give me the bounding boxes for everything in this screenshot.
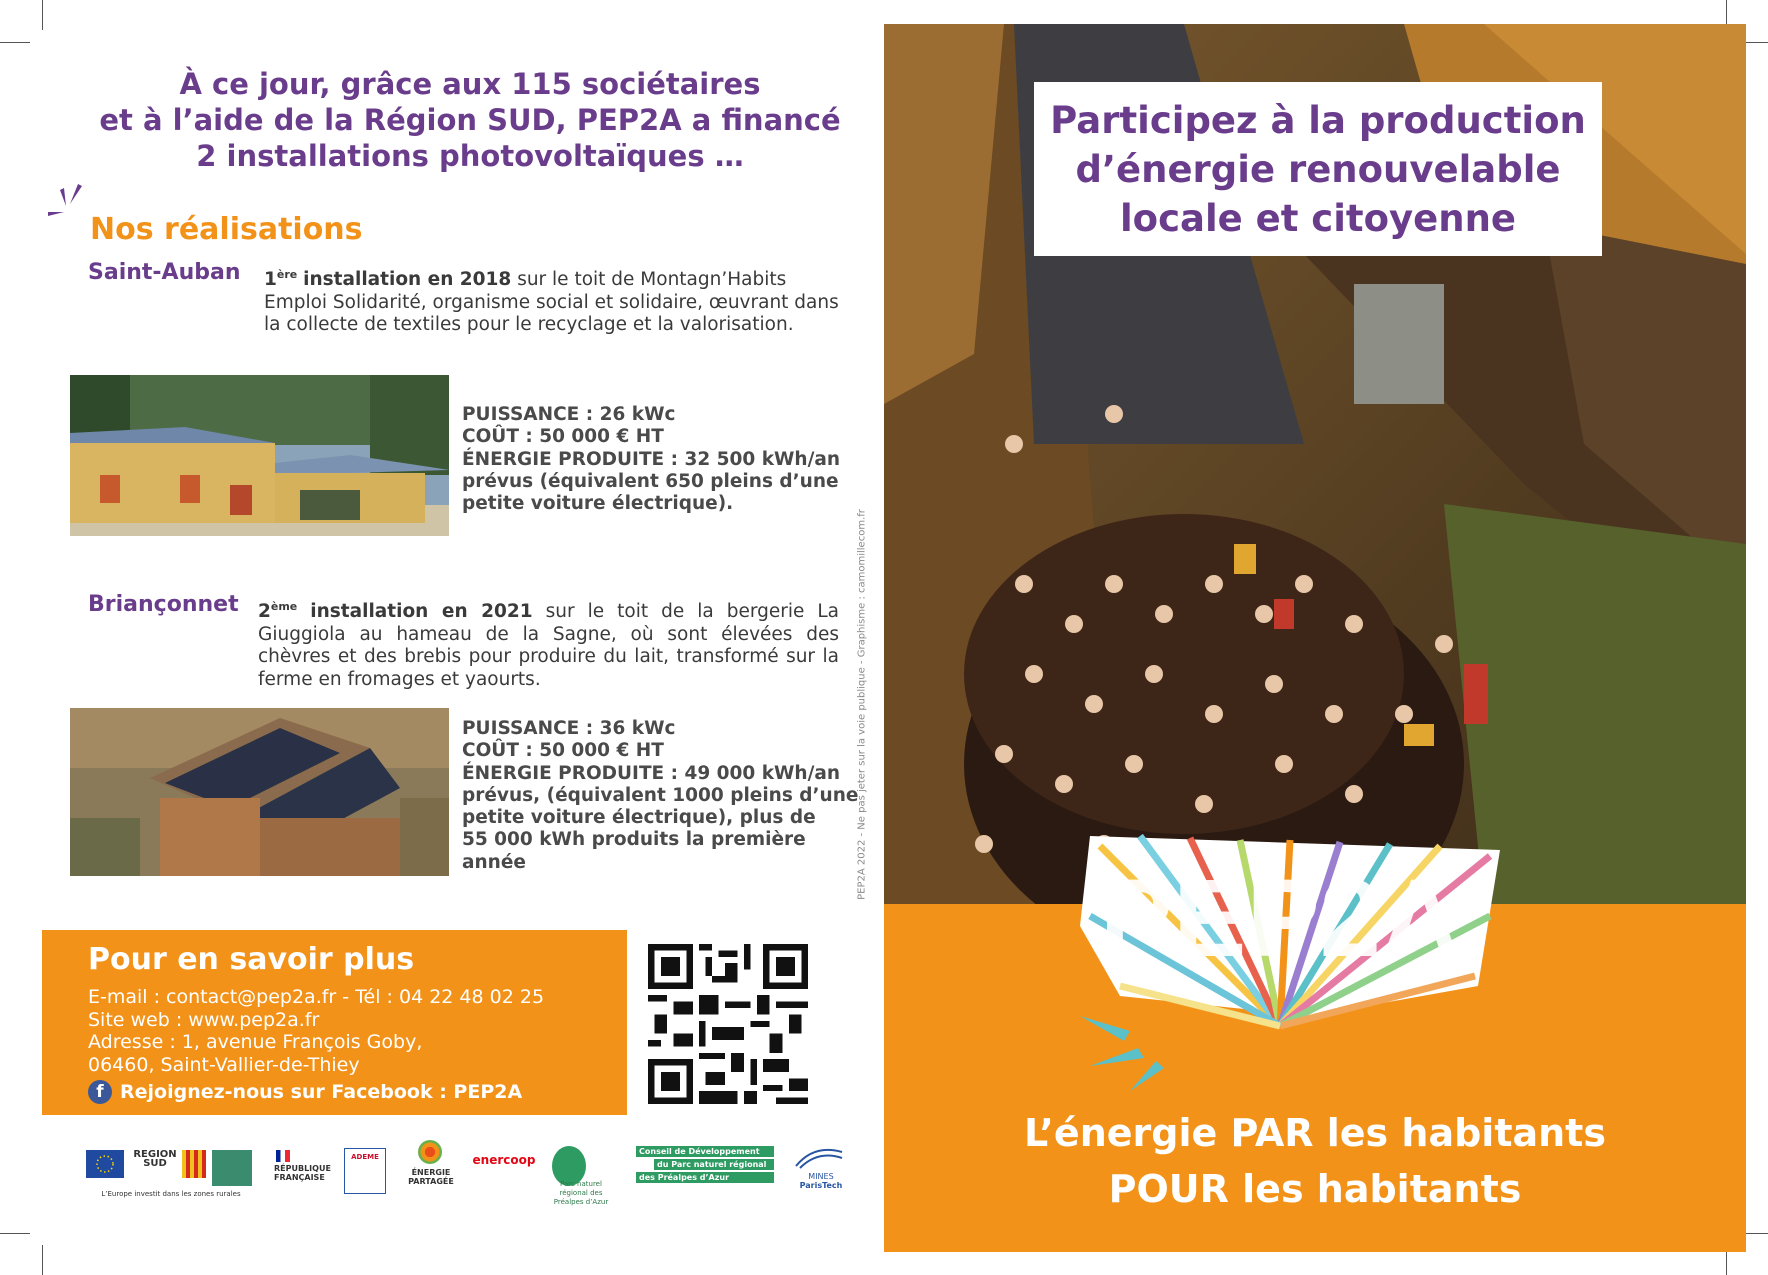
energie-partagee-logo: ÉNERGIE PARTAGÉE <box>408 1168 454 1186</box>
intro-line: et à l’aide de la Région SUD, PEP2A a financé <box>99 103 841 137</box>
region-sud-logo: REGION SUD <box>133 1149 177 1169</box>
marianne-icon <box>276 1150 290 1162</box>
place-name: Briançonnet <box>88 592 239 617</box>
section-title: Nos réalisations <box>90 212 363 247</box>
enercoop-logo: enercoop <box>472 1153 536 1167</box>
mines-line: MINES <box>808 1172 834 1181</box>
contact-box <box>42 930 627 1115</box>
spec-line: 55 000 kWh produits la première <box>462 829 806 851</box>
spec-line: petite voiture électrique), plus de <box>462 807 816 829</box>
crop-mark <box>42 0 43 30</box>
spec-line: COÛT : 50 000 € HT <box>462 740 664 762</box>
photo-brianconnet <box>70 708 449 876</box>
photo-saint-auban <box>70 375 449 536</box>
spec-line: petite voiture électrique). <box>462 493 734 515</box>
contact-lines <box>88 986 544 1076</box>
spec-line: PUISSANCE : 26 kWc <box>462 404 676 425</box>
installation-title: installation en 2021 <box>310 601 533 623</box>
headline-line: locale et citoyenne <box>1119 197 1517 240</box>
intro-line: 2 installations photovoltaïques … <box>196 139 744 173</box>
contact-address: Adresse : 1, avenue François Goby, <box>88 1031 423 1053</box>
ordinal-number: 1 <box>264 269 277 291</box>
slogan <box>884 1105 1746 1217</box>
burst-icon <box>48 182 88 222</box>
facebook-text: Rejoignez-nous sur Facebook : PEP2A <box>120 1081 523 1103</box>
conseil-logo <box>636 1146 774 1183</box>
parc-logo: Parc naturel régional des Préalpes d’Azur <box>553 1180 609 1206</box>
conseil-line: Conseil de Développement <box>636 1146 774 1157</box>
intro-line: À ce jour, grâce aux 115 sociétaires <box>179 67 761 101</box>
contact-email[interactable]: E-mail : contact@pep2a.fr - Tél : 04 22 48 02 25 <box>88 986 545 1008</box>
installation-text: sur le toit de la bergerie La Giuggiola au hameau de la Sagne, où sont élevées des chèvres et des brebis pour produire du lait, transformé sur la ferme en fromages et yaourts. <box>258 601 839 690</box>
mines-swirl-icon <box>794 1146 844 1170</box>
pep2a-logo <box>1060 816 1520 1096</box>
region-flag-icon <box>182 1150 206 1178</box>
spec-line: COÛT : 50 000 € HT <box>462 426 664 448</box>
leader-logo-icon <box>212 1150 252 1186</box>
spec-line: PUISSANCE : 36 kWc <box>462 718 676 739</box>
spec-line: ÉNERGIE PRODUITE : 49 000 kWh/an <box>462 762 841 784</box>
vertical-credit <box>855 486 869 926</box>
mines-logo <box>796 1172 846 1190</box>
crop-mark <box>0 42 30 43</box>
crop-mark <box>42 1245 43 1275</box>
installation-description <box>258 596 839 691</box>
mines-line: ParisTech <box>799 1181 843 1190</box>
credit-text: PEP2A 2022 - Ne pas jeter sur la voie publique - Graphisme : camomillecom.fr <box>856 509 868 900</box>
spec-line: prévus, (équivalent 1000 pleins d’une <box>462 784 859 806</box>
crop-mark <box>0 1233 30 1234</box>
eu-flag-icon <box>86 1150 124 1178</box>
conseil-line: des Préalpes d’Azur <box>636 1172 774 1183</box>
intro-text <box>60 66 880 174</box>
spec-line: prévus (équivalent 650 pleins d’une <box>462 470 839 492</box>
conseil-line: du Parc naturel régional <box>654 1159 774 1170</box>
spec-line: ÉNERGIE PRODUITE : 32 500 kWh/an <box>462 448 841 470</box>
contact-address: 06460, Saint-Vallier-de-Thiey <box>88 1053 360 1076</box>
europe-caption: L’Europe investit dans les zones rurales <box>101 1190 241 1198</box>
installation-description <box>264 264 840 337</box>
spec-line: année <box>462 851 526 873</box>
qr-code[interactable] <box>648 944 808 1104</box>
facebook-icon: f <box>88 1080 112 1104</box>
facebook-link[interactable] <box>88 1080 522 1104</box>
installation-text: sur le toit de Montagn’Habits Emploi Solidarité, organisme social et solidaire, œuvrant dans la collecte de textiles pour le recyclage et la valorisation. <box>264 269 839 336</box>
slogan-line: L’énergie PAR les habitants <box>1024 1111 1606 1155</box>
installation-title: installation en 2018 <box>303 269 512 291</box>
place-name: Saint-Auban <box>88 260 241 285</box>
republique-logo: RÉPUBLIQUE FRANÇAISE <box>274 1164 331 1182</box>
ademe-logo-box <box>344 1148 386 1194</box>
headline-box <box>1034 82 1602 256</box>
ordinal-suffix: ème <box>270 600 298 613</box>
specs-block <box>462 404 840 515</box>
slogan-line: POUR les habitants <box>1108 1167 1522 1211</box>
contact-website[interactable]: Site web : www.pep2a.fr <box>88 1008 320 1031</box>
energie-partagee-icon <box>418 1140 442 1164</box>
ordinal-suffix: ère <box>276 268 298 281</box>
ordinal-number: 2 <box>258 601 271 623</box>
specs-block <box>462 718 858 874</box>
headline <box>1034 96 1602 243</box>
ademe-logo: ADEME <box>351 1153 379 1161</box>
contact-title: Pour en savoir plus <box>88 942 415 977</box>
headline-line: Participez à la production <box>1050 99 1586 142</box>
pep2a-wordmark: PEP2A <box>1099 857 1461 980</box>
headline-line: d’énergie renouvelable <box>1075 148 1561 191</box>
